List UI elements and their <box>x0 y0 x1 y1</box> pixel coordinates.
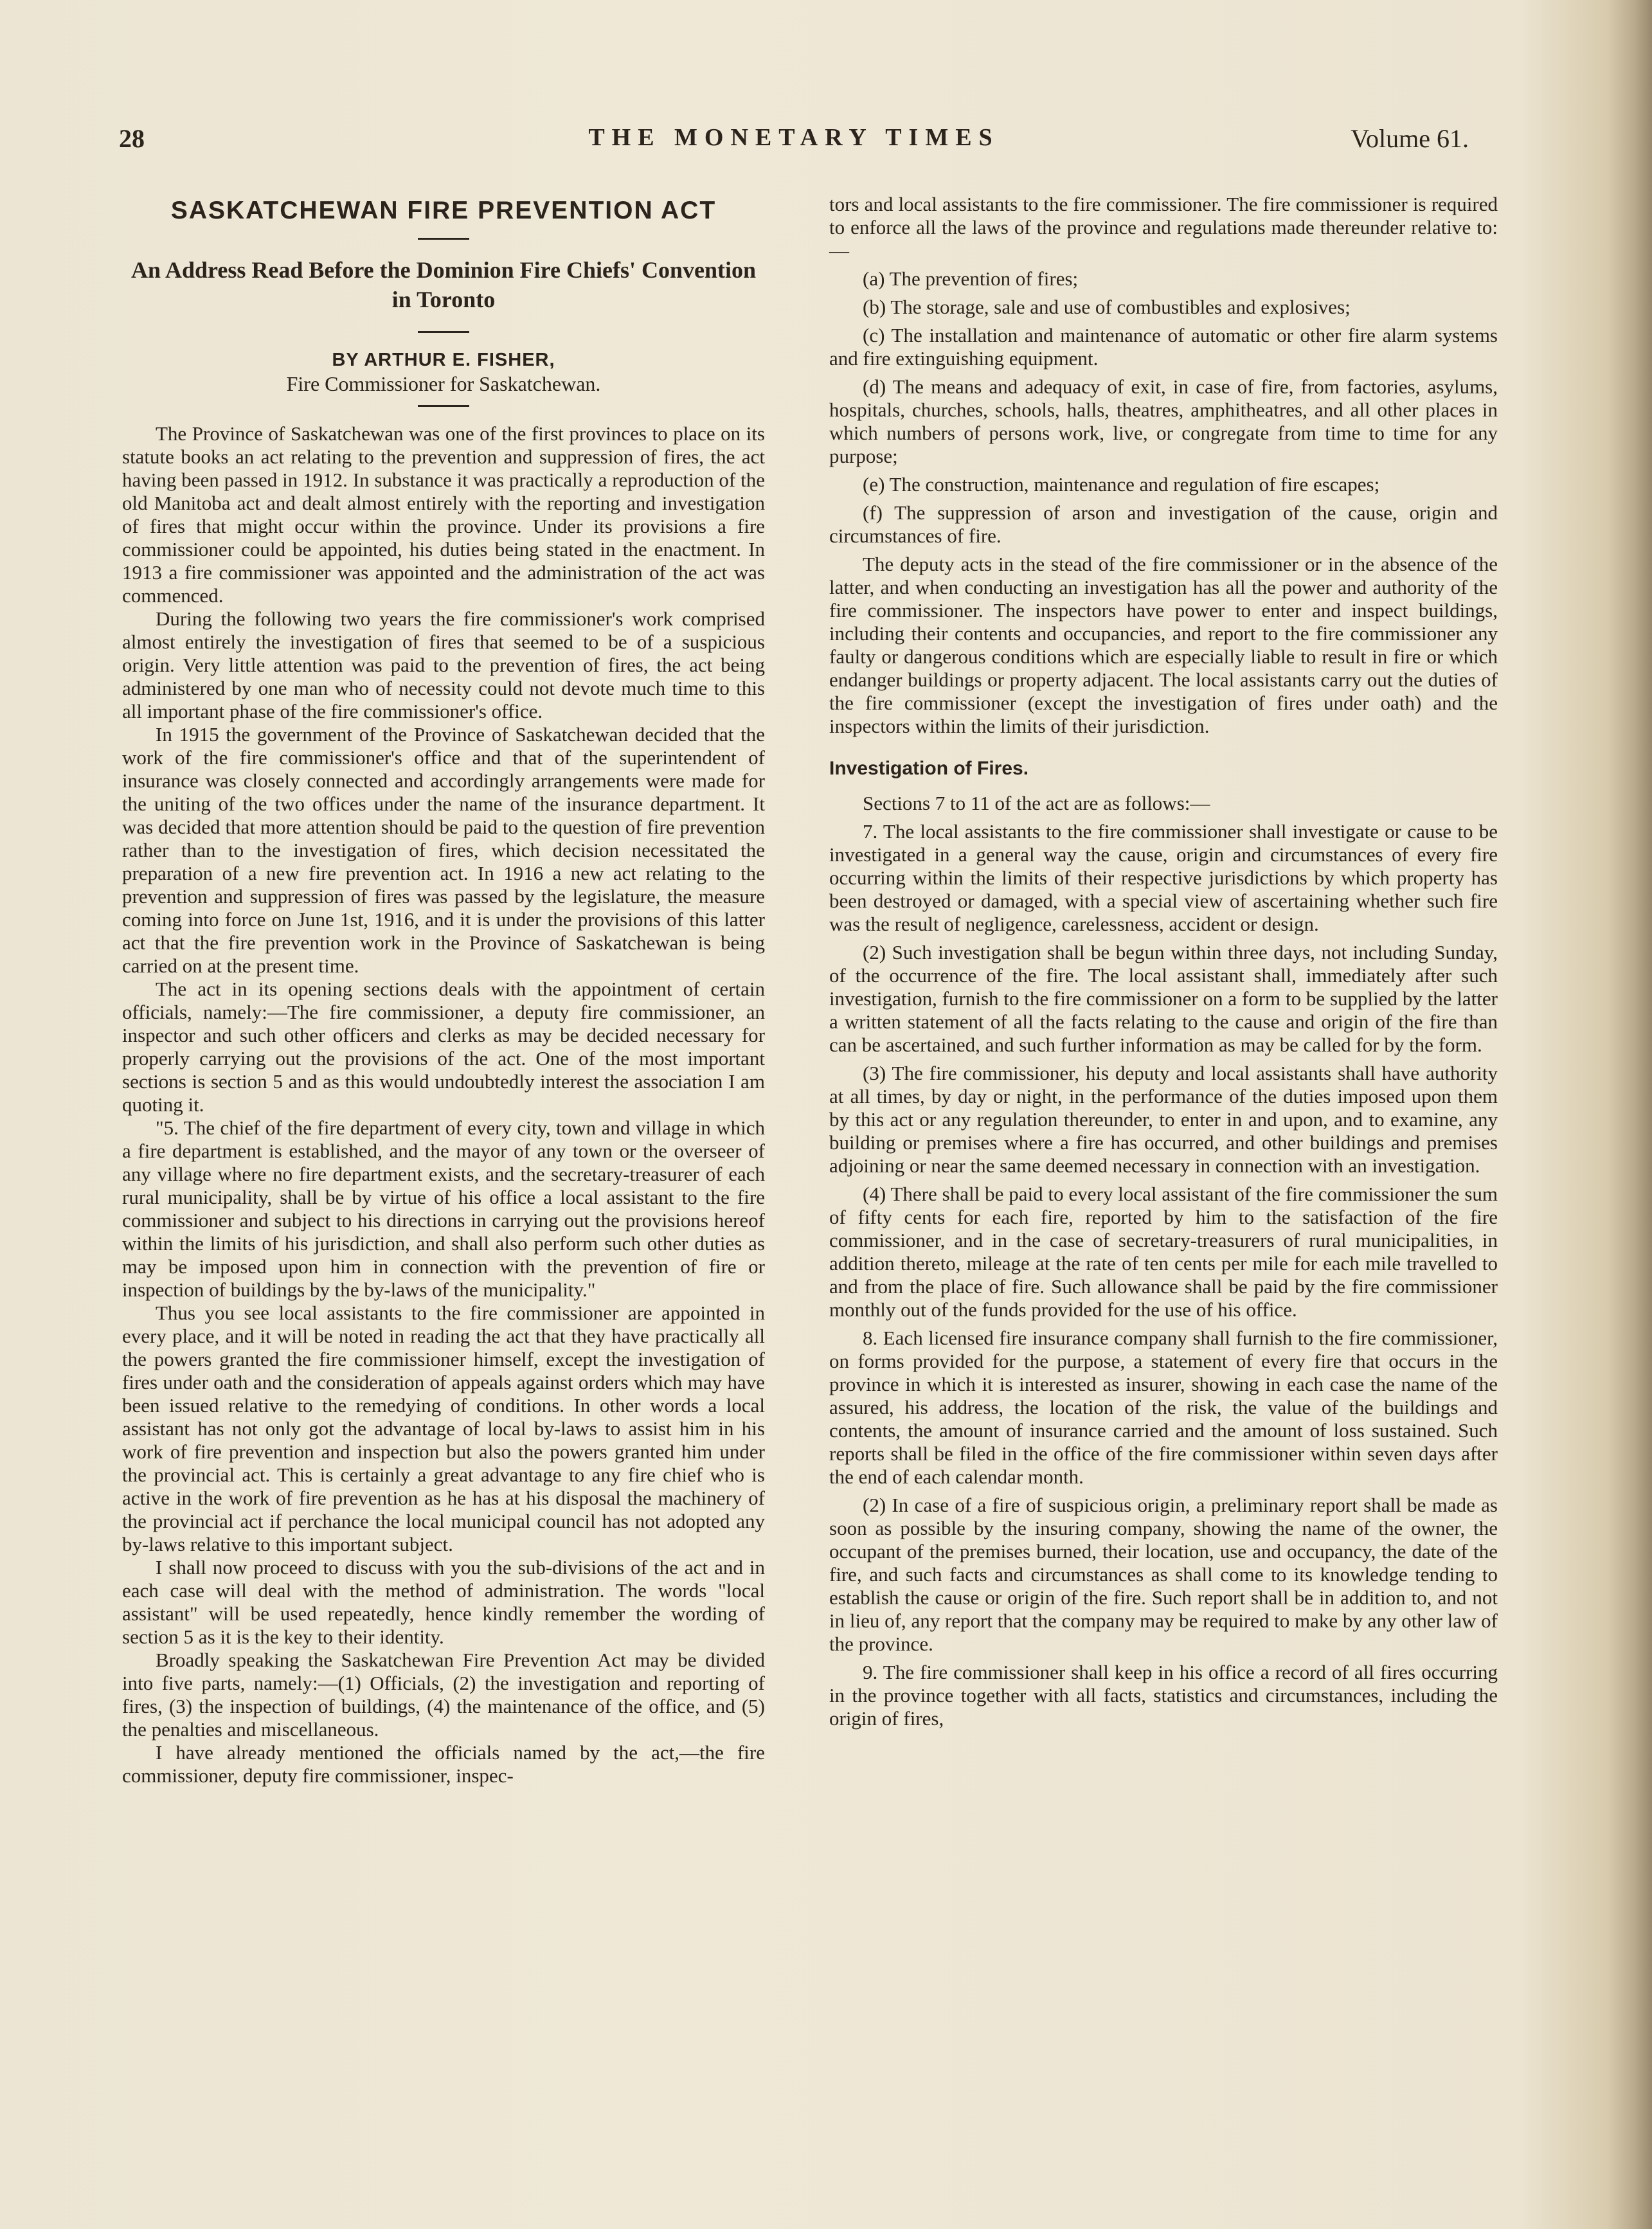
author-byline: BY ARTHUR E. FISHER, <box>332 350 555 370</box>
paragraph: The deputy acts in the stead of the fire commissioner or in the absence of the latter, and when conducting an investigation has all the power and authority of the fire commissioner. The inspectors have power to enter and inspect buildings, including their contents and occupancies, and report to the fire commissioner any faulty or dangerous conditions which are especially liable to result in fire or which endanger buildings or property adjacent. The local assistants carry out the duties of the fire commissioner (except the investigation of fires under oath) and the inspectors within the limits of their jurisdiction. <box>829 553 1498 737</box>
author-role: Fire Commissioner for Saskatchewan. <box>286 372 601 395</box>
list-item: (d) The means and adequacy of exit, in case of fire, from factories, asylums, hospitals, churches, schools, halls, theatres, amphitheatres, and all other places in which numbers of persons work, live, or congregate from time to time for any purpose; <box>829 375 1498 467</box>
section-heading: Investigation of Fires. <box>829 758 1029 779</box>
list-item: (c) The installation and maintenance of automatic or other fire alarm systems and fire extinguishing equipment. <box>829 324 1498 370</box>
paragraph: Sections 7 to 11 of the act are as follows:— <box>863 792 1210 814</box>
paragraph: (4) There shall be paid to every local assistant of the fire commissioner the sum of fifty cents for each fire, reported by him to the satisfaction of the fire commissioner, and in the case of secretary-treasurers of rural municipalities, in addition thereto, mileage at the rate of ten cents per mile for each mile travelled to and from the place of fire. Such allowance shall be paid by the fire commissioner monthly out of the funds provided for the use of his office. <box>829 1183 1498 1321</box>
paragraph: (3) The fire commissioner, his deputy and local assistants shall have authority at all times, by day or night, in the performance of the duties imposed upon them by this act or any regulation thereunder, to enter in and upon, and to examine, any building or premises where a fire has occurred, and other buildings and premises adjoining or near the same deemed necessary in connection with an investigation. <box>829 1062 1498 1177</box>
list-item: (f) The suppression of arson and investigation of the cause, origin and circumstances of fire. <box>829 501 1498 547</box>
paragraph: The act in its opening sections deals with the appointment of certain officials, namely:—The fire commissioner, a deputy fire commissioner, an inspector and such other officers and clerks as may be decided necessary for properly carrying out the provisions of the act. One of the most important sections is section 5 and as this would undoubtedly interest the association I am quoting it. <box>122 978 765 1116</box>
paragraph: During the following two years the fire commissioner's work comprised almost entirely the investigation of fires that seemed to be of a suspicious origin. Very little attention was paid to the prevention of fires, the act being administered by one man who of necessity could not devote much time to this all important phase of the fire commissioner's office. <box>122 607 765 722</box>
paragraph: Broadly speaking the Saskatchewan Fire Prevention Act may be divided into five parts, namely:—(1) Officials, (2) the investigation and reporting of fires, (3) the inspection of buildings, (4) the maintenance of the office, and (5) the penalties and miscellaneous. <box>122 1649 765 1741</box>
left-column <box>122 193 765 1787</box>
page-header <box>119 123 1469 162</box>
page-number: 28 <box>119 124 145 153</box>
binding-edge-shadow <box>1607 0 1652 2229</box>
article-subtitle: An Address Read Before the Dominion Fire Chiefs' Convention in Toronto <box>130 257 757 312</box>
paragraph: Thus you see local assistants to the fire commissioner are appointed in every place, and it will be noted in reading the act that they have practically all the powers granted the fire commissioner himself, except the investigation of fires under oath and the consideration of appeals against orders which may have been issued relative to the remedying of conditions. In other words a local assistant has not only got the advantage of local by-laws to assist him in his work of fire prevention and inspection but also the powers granted him under the provincial act. This is certainly a great advantage to any fire chief who is active in the work of fire prevention as he has at his disposal the machinery of the provincial act if perchance the local municipal council has not adopted any by-laws relative to this important subject. <box>122 1302 765 1555</box>
byline-divider <box>418 405 469 407</box>
right-column <box>829 193 1498 1730</box>
article-title: SASKATCHEWAN FIRE PREVENTION ACT <box>170 197 717 224</box>
title-divider <box>418 238 469 240</box>
quoted-section: "5. The chief of the fire department of every city, town and village in which a fire department is established, and the mayor of any town or the overseer of any village where no fire department exists, and the secretary-treasurer of each rural municipality, shall be by virtue of his office a local assistant to the fire commissioner and subject to his directions in carrying out the provisions hereof within the limits of his jurisdiction, and shall also perform such other duties as may be imposed upon him in connection with the prevention of fire or inspection of buildings by the by-laws of the municipality." <box>122 1116 765 1301</box>
list-item: (a) The prevention of fires; <box>863 267 1079 290</box>
paragraph: The Province of Saskatchewan was one of the first provinces to place on its statute books an act relating to the prevention and suppression of fires, the act having been passed in 1912. In substance it was practically a reproduction of the old Manitoba act and dealt almost entirely with the reporting and investigation of fires that might occur within the province. Under its provisions a fire commissioner could be appointed, his duties being stated in the enactment. In 1913 a fire commissioner was appointed and the administration of the act was commenced. <box>122 422 765 607</box>
paragraph: I have already mentioned the officials named by the act,—the fire commissioner, deputy fire commissioner, inspec- <box>122 1741 765 1787</box>
paragraph: 8. Each licensed fire insurance company shall furnish to the fire commissioner, on forms provided for the purpose, a statement of every fire that occurs in the province in which it is interested as insurer, showing in each case the name of the assured, his address, the location of the risk, the value of the buildings and contents, the amount of insurance carried and the amount of loss sustained. Such reports shall be filed in the office of the fire commissioner within seven days after the end of each calendar month. <box>829 1327 1498 1488</box>
list-item: (e) The construction, maintenance and regulation of fire escapes; <box>863 473 1380 496</box>
paragraph: (2) Such investigation shall be begun within three days, not including Sunday, of the occurrence of the fire. The local assistant shall, immediately after such investigation, furnish to the fire commissioner on a form to be supplied by the latter a written statement of all the facts relating to the cause and origin of the fire than can be ascertained, and such further information as may be called for by the form. <box>829 941 1498 1056</box>
paragraph: 7. The local assistants to the fire commissioner shall investigate or cause to be investigated in a general way the cause, origin and circumstances of every fire occurring within the limits of their respective jurisdictions by which property has been destroyed or damaged, with a special view of ascertaining whether such fire was the result of negligence, carelessness, accident or design. <box>829 820 1498 935</box>
paragraph: In 1915 the government of the Province of Saskatchewan decided that the work of the fire commissioner's office and that of the superintendent of insurance was closely connected and accordingly arrangements were made for the uniting of the two offices under the name of the insurance department. It was decided that more attention should be paid to the question of fire prevention rather than to the investigation of fires, which decision necessitated the preparation of a new fire prevention act. In 1916 a new act relating to the prevention and suppression of fires was passed by the legislature, the measure coming into force on June 1st, 1916, and it is under the provisions of this latter act that the fire prevention work in the Province of Saskatchewan is being carried on at the present time. <box>122 723 765 977</box>
list-item: (b) The storage, sale and use of combustibles and explosives; <box>863 296 1351 318</box>
paragraph: 9. The fire commissioner shall keep in his office a record of all fires occurring in the province together with all facts, statistics and circumstances, including the origin of fires, <box>829 1661 1498 1730</box>
paragraph: I shall now proceed to discuss with you the sub-divisions of the act and in each case will deal with the method of administration. The words "local assistant" will be used repeatedly, hence kindly remember the wording of section 5 as it is the key to their identity. <box>122 1556 765 1648</box>
continued-paragraph: tors and local assistants to the fire commissioner. The fire commissioner is required to enforce all the laws of the province and regulations made thereunder relative to:— <box>829 193 1498 262</box>
journal-title: THE MONETARY TIMES <box>588 124 1000 151</box>
volume-label: Volume 61. <box>1351 124 1469 153</box>
paragraph: (2) In case of a fire of suspicious origin, a preliminary report shall be made as soon as possible by the insuring company, showing the name of the owner, the occupant of the premises burned, their location, use and occupancy, the date of the fire, and such facts and circumstances as shall come to its knowledge tending to establish the cause or origin of the fire. Such report shall be in addition to, and not in lieu of, any report that the company may be required to make by any other law of the province. <box>829 1494 1498 1655</box>
subtitle-divider <box>418 331 469 333</box>
